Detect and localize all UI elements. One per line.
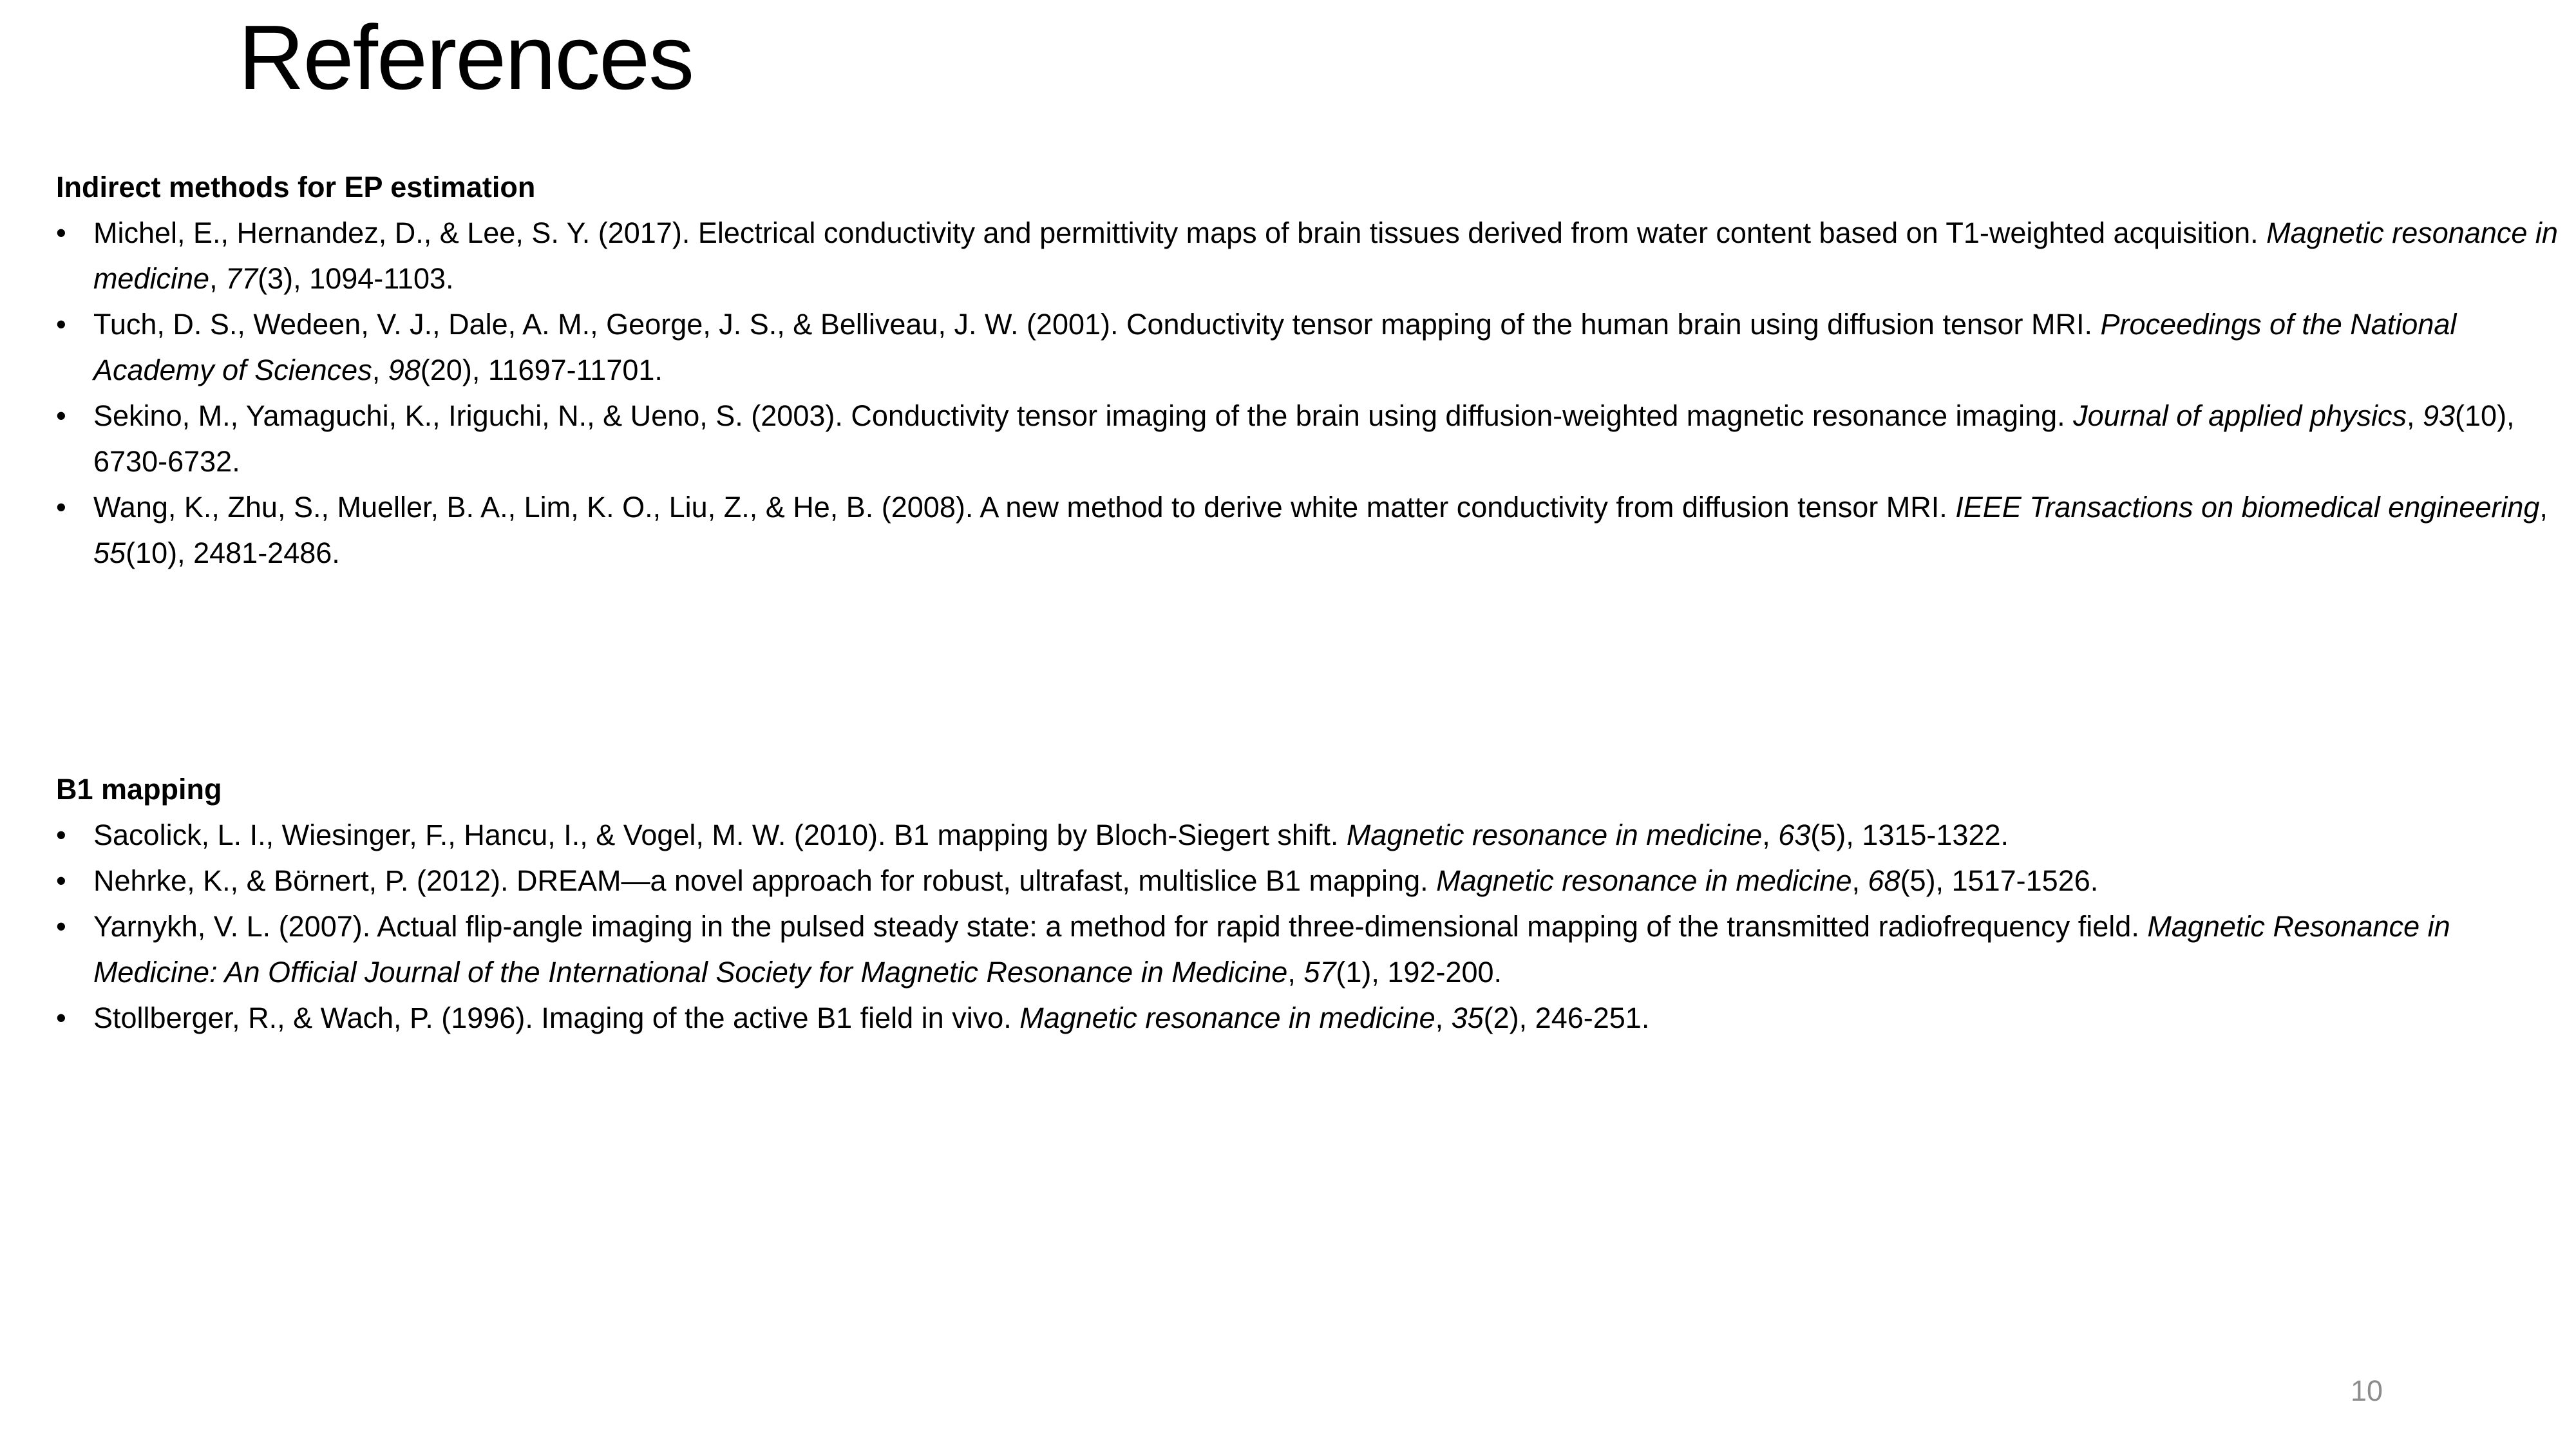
reference-text: Tuch, D. S., Wedeen, V. J., Dale, A. M., George, J. S., & Belliveau, J. W. (2001). Conductivity tensor mapping of the human brain using diffusion tensor MRI. [93,308,2101,341]
bullet-icon: • [56,216,66,249]
bullet-icon: • [56,399,66,432]
journal-name: Magnetic resonance in medicine [1436,864,1852,897]
issue-pages: (10), 6730-6732. [93,399,2515,478]
separator: , [1762,819,1779,851]
reference-text: Michel, E., Hernandez, D., & Lee, S. Y. (2017). Electrical conductivity and permittivity maps of brain tissues derived from water content based on T1-weighted acquisition. [93,216,2267,249]
reference-item [56,904,2568,995]
separator: , [2539,491,2548,524]
reference-item [56,484,2568,576]
reference-item [56,210,2568,301]
issue-pages: (3), 1094-1103. [258,262,454,295]
reference-text: Sacolick, L. I., Wiesinger, F., Hancu, I., & Vogel, M. W. (2010). B1 mapping by Bloch-Siegert shift. [93,819,1347,851]
volume-number: 63 [1778,819,1811,851]
bullet-icon: • [56,1001,66,1034]
journal-name: Magnetic resonance in medicine [1019,1001,1435,1034]
journal-name: Journal of applied physics [2073,399,2407,432]
section-heading: B1 mapping [56,773,222,806]
reference-item [56,995,2568,1041]
journal-name: Proceedings of the National Academy of Sciences [93,308,2457,386]
issue-pages: (1), 192-200. [1336,956,1502,989]
reference-list [56,210,2568,576]
reference-item [56,858,2568,904]
section-b1-mapping [56,766,2568,1041]
journal-name: Magnetic Resonance in Medicine: An Official Journal of the International Society for Magnetic Resonance in Medicine [93,910,2450,989]
reference-text: Yarnykh, V. L. (2007). Actual flip-angle imaging in the pulsed steady state: a method for rapid three-dimensional mapping of the transmitted radiofrequency field. [93,910,2148,943]
bullet-icon: • [56,819,66,851]
issue-pages: (5), 1517-1526. [1900,864,2099,897]
reference-item [56,301,2568,393]
bullet-icon: • [56,910,66,943]
page-number: 10 [2351,1374,2383,1407]
separator: , [372,354,388,386]
bullet-icon: • [56,491,66,524]
volume-number: 68 [1868,864,1900,897]
issue-pages: (2), 246-251. [1483,1001,1650,1034]
separator: , [2406,399,2423,432]
section-heading: Indirect methods for EP estimation [56,171,536,204]
separator: , [209,262,226,295]
issue-pages: (5), 1315-1322. [1810,819,2009,851]
issue-pages: (10), 2481-2486. [126,536,340,569]
reference-text: Stollberger, R., & Wach, P. (1996). Imaging of the active B1 field in vivo. [93,1001,1020,1034]
reference-item [56,812,2568,858]
volume-number: 57 [1303,956,1336,989]
reference-list [56,812,2568,1041]
slide-title: References [238,6,694,109]
separator: , [1287,956,1304,989]
volume-number: 93 [2422,399,2456,432]
volume-number: 77 [225,262,258,295]
reference-text: Wang, K., Zhu, S., Mueller, B. A., Lim, K. O., Liu, Z., & He, B. (2008). A new method to derive white matter conductivity from diffusion tensor MRI. [93,491,1956,524]
volume-number: 98 [388,354,421,386]
reference-text: Nehrke, K., & Börnert, P. (2012). DREAM—a novel approach for robust, ultrafast, multislice B1 mapping. [93,864,1437,897]
volume-number: 35 [1451,1001,1484,1034]
reference-item [56,393,2568,484]
journal-name: Magnetic resonance in medicine [1346,819,1763,851]
separator: , [1852,864,1868,897]
bullet-icon: • [56,308,66,341]
bullet-icon: • [56,864,66,897]
journal-name: Magnetic resonance in medicine [93,216,2558,295]
separator: , [1435,1001,1452,1034]
section-indirect-methods [56,164,2568,576]
journal-name: IEEE Transactions on biomedical engineering [1955,491,2540,524]
volume-number: 55 [93,536,126,569]
reference-text: Sekino, M., Yamaguchi, K., Iriguchi, N., & Ueno, S. (2003). Conductivity tensor imaging of the brain using diffusion-weighted magnetic resonance imaging. [93,399,2074,432]
issue-pages: (20), 11697-11701. [420,354,663,386]
